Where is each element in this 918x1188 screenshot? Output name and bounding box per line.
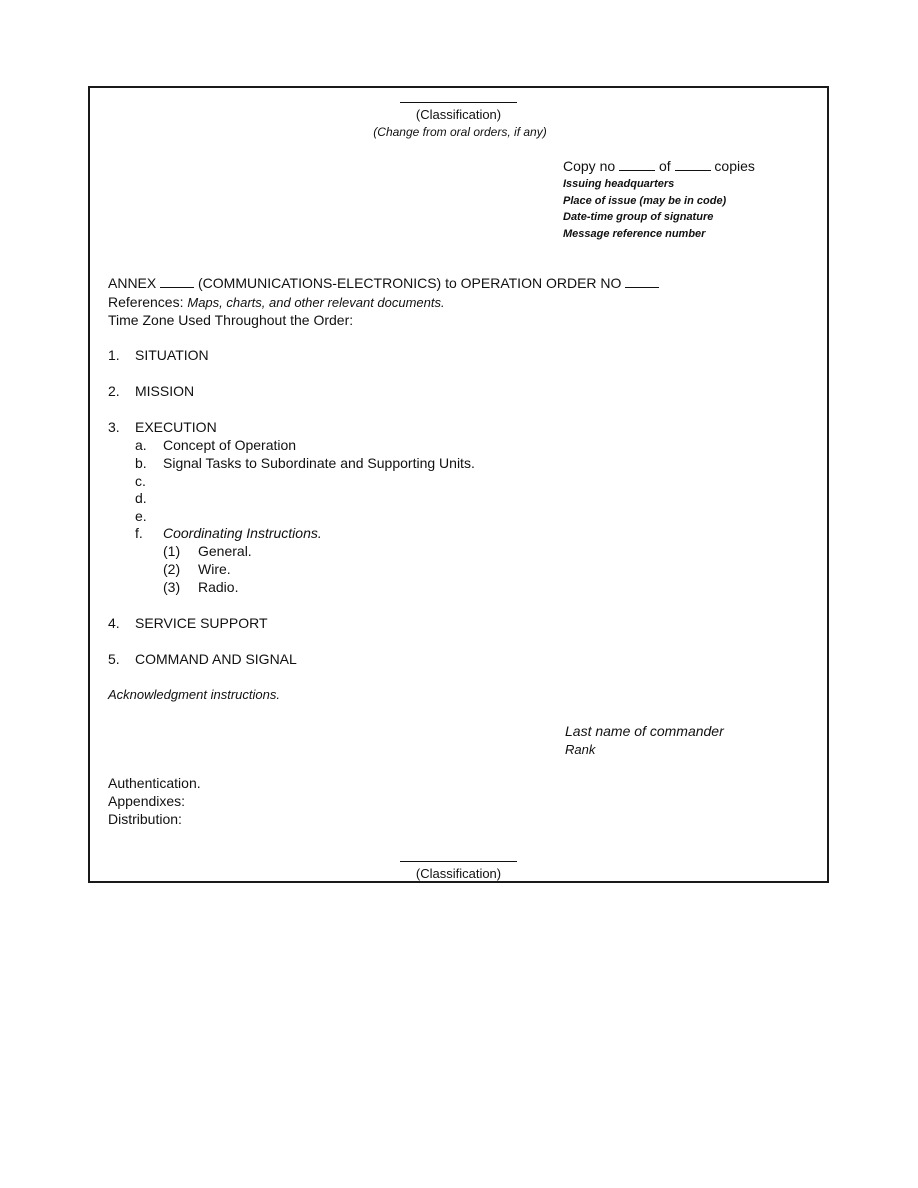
paragraph-1-number: 1.	[108, 347, 120, 363]
paragraph-3d-number: d.	[135, 490, 147, 506]
issuing-headquarters: Issuing headquarters	[563, 178, 675, 190]
paragraph-3a-number: a.	[135, 437, 147, 453]
paragraph-3b-label: Signal Tasks to Subordinate and Supporting Units.	[163, 455, 475, 471]
change-note: (Change from oral orders, if any)	[373, 125, 547, 139]
paragraph-3f-label: Coordinating Instructions.	[163, 525, 322, 541]
order-number-blank	[625, 275, 659, 288]
paragraph-1-label: SITUATION	[135, 347, 209, 363]
appendixes-label: Appendixes:	[108, 793, 186, 809]
annex-title	[108, 274, 659, 292]
annex-letter-blank	[160, 275, 194, 288]
paragraph-3f-number: f.	[135, 525, 143, 541]
time-zone-line: Time Zone Used Throughout the Order:	[108, 312, 354, 328]
paragraph-5-label: COMMAND AND SIGNAL	[135, 651, 297, 667]
copy-total-blank	[675, 158, 711, 171]
annex-label: ANNEX	[108, 275, 157, 291]
classification-line-top	[400, 102, 517, 103]
commander-name: Last name of commander	[565, 723, 724, 739]
authentication-label: Authentication.	[108, 775, 201, 791]
classification-footer: (Classification)	[415, 866, 502, 881]
copy-suffix: copies	[714, 158, 755, 174]
copy-prefix: Copy no	[563, 158, 616, 174]
copy-number-line	[563, 157, 755, 175]
copy-of: of	[658, 158, 671, 174]
acknowledgment-instructions: Acknowledgment instructions.	[108, 687, 280, 702]
paragraph-3c-number: c.	[135, 473, 146, 489]
classification-header: (Classification)	[415, 107, 502, 122]
paragraph-3-label: EXECUTION	[135, 419, 217, 435]
paragraph-3f3-label: Radio.	[198, 579, 239, 595]
paragraph-3f3-number: (3)	[163, 579, 181, 595]
references-value: Maps, charts, and other relevant documents.	[187, 295, 445, 310]
message-reference: Message reference number	[563, 228, 706, 240]
paragraph-3f2-number: (2)	[163, 561, 181, 577]
paragraph-3-number: 3.	[108, 419, 120, 435]
paragraph-3f1-number: (1)	[163, 543, 181, 559]
copy-number-blank	[619, 158, 655, 171]
references-line	[108, 293, 445, 312]
annex-title-middle: (COMMUNICATIONS-ELECTRONICS) to OPERATION ORDER NO	[198, 275, 622, 291]
paragraph-3f1-label: General.	[198, 543, 252, 559]
commander-rank: Rank	[565, 742, 596, 757]
paragraph-3e-number: e.	[135, 508, 147, 524]
classification-line-bottom	[400, 861, 517, 862]
paragraph-2-number: 2.	[108, 383, 120, 399]
references-label: References:	[108, 294, 184, 310]
paragraph-4-number: 4.	[108, 615, 120, 631]
paragraph-3f2-label: Wire.	[198, 561, 231, 577]
place-of-issue: Place of issue (may be in code)	[563, 195, 727, 207]
date-time-group: Date-time group of signature	[563, 211, 714, 223]
paragraph-2-label: MISSION	[135, 383, 195, 399]
paragraph-5-number: 5.	[108, 651, 120, 667]
paragraph-3b-number: b.	[135, 455, 147, 471]
paragraph-4-label: SERVICE SUPPORT	[135, 615, 268, 631]
distribution-label: Distribution:	[108, 811, 182, 827]
paragraph-3a-label: Concept of Operation	[163, 437, 297, 453]
